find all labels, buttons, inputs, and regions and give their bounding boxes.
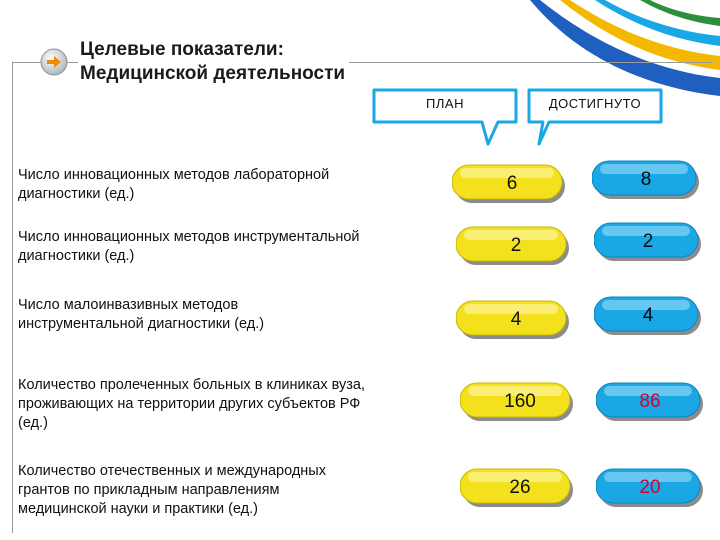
achieved-value: 86: [639, 391, 661, 412]
achieved-value: 8: [640, 169, 652, 190]
achieved-column-header: [525, 86, 665, 150]
row-label-4: Количество пролеченных больных в клиниках вуза, проживающих на территории других субъектов РФ (ед.): [18, 377, 365, 431]
plan-value-pill: [452, 164, 566, 204]
plan-label: ПЛАН: [426, 96, 464, 111]
plan-value-pill: [460, 382, 574, 422]
achieved-value: 4: [642, 305, 654, 326]
achieved-value-pill: [592, 160, 700, 200]
plan-value: 2: [510, 235, 522, 256]
plan-column-header: [370, 86, 520, 150]
achieved-value-pill: [594, 222, 702, 262]
plan-value: 160: [504, 391, 536, 412]
plan-value: 6: [506, 173, 518, 194]
achieved-label: ДОСТИГНУТО: [548, 96, 642, 111]
achieved-value-pill: [596, 382, 704, 422]
title-line-2: Медицинской деятельности: [80, 63, 346, 84]
plan-value-pill: [456, 226, 570, 266]
plan-value: 26: [509, 477, 531, 498]
page-title: [78, 38, 349, 86]
title-line-1: Целевые показатели:: [80, 39, 284, 60]
plan-value-pill: [460, 468, 574, 508]
row-label-5: Количество отечественных и международных грантов по прикладным направлениям медицинской науки и практики (ед.): [18, 463, 326, 517]
achieved-value: 2: [642, 231, 654, 252]
arrow-right-circle-icon: [40, 48, 68, 76]
achieved-value-pill: [596, 468, 704, 508]
row-label-2: Число инновационных методов инструментальной диагностики (ед.): [18, 229, 360, 264]
row-label-1: Число инновационных методов лабораторной диагностики (ед.): [18, 167, 330, 202]
plan-value-pill: [456, 300, 570, 340]
achieved-value: 20: [639, 477, 661, 498]
achieved-value-pill: [594, 296, 702, 336]
row-label-3: Число малоинвазивных методов инструментальной диагностики (ед.): [18, 297, 265, 332]
plan-value: 4: [510, 309, 522, 330]
